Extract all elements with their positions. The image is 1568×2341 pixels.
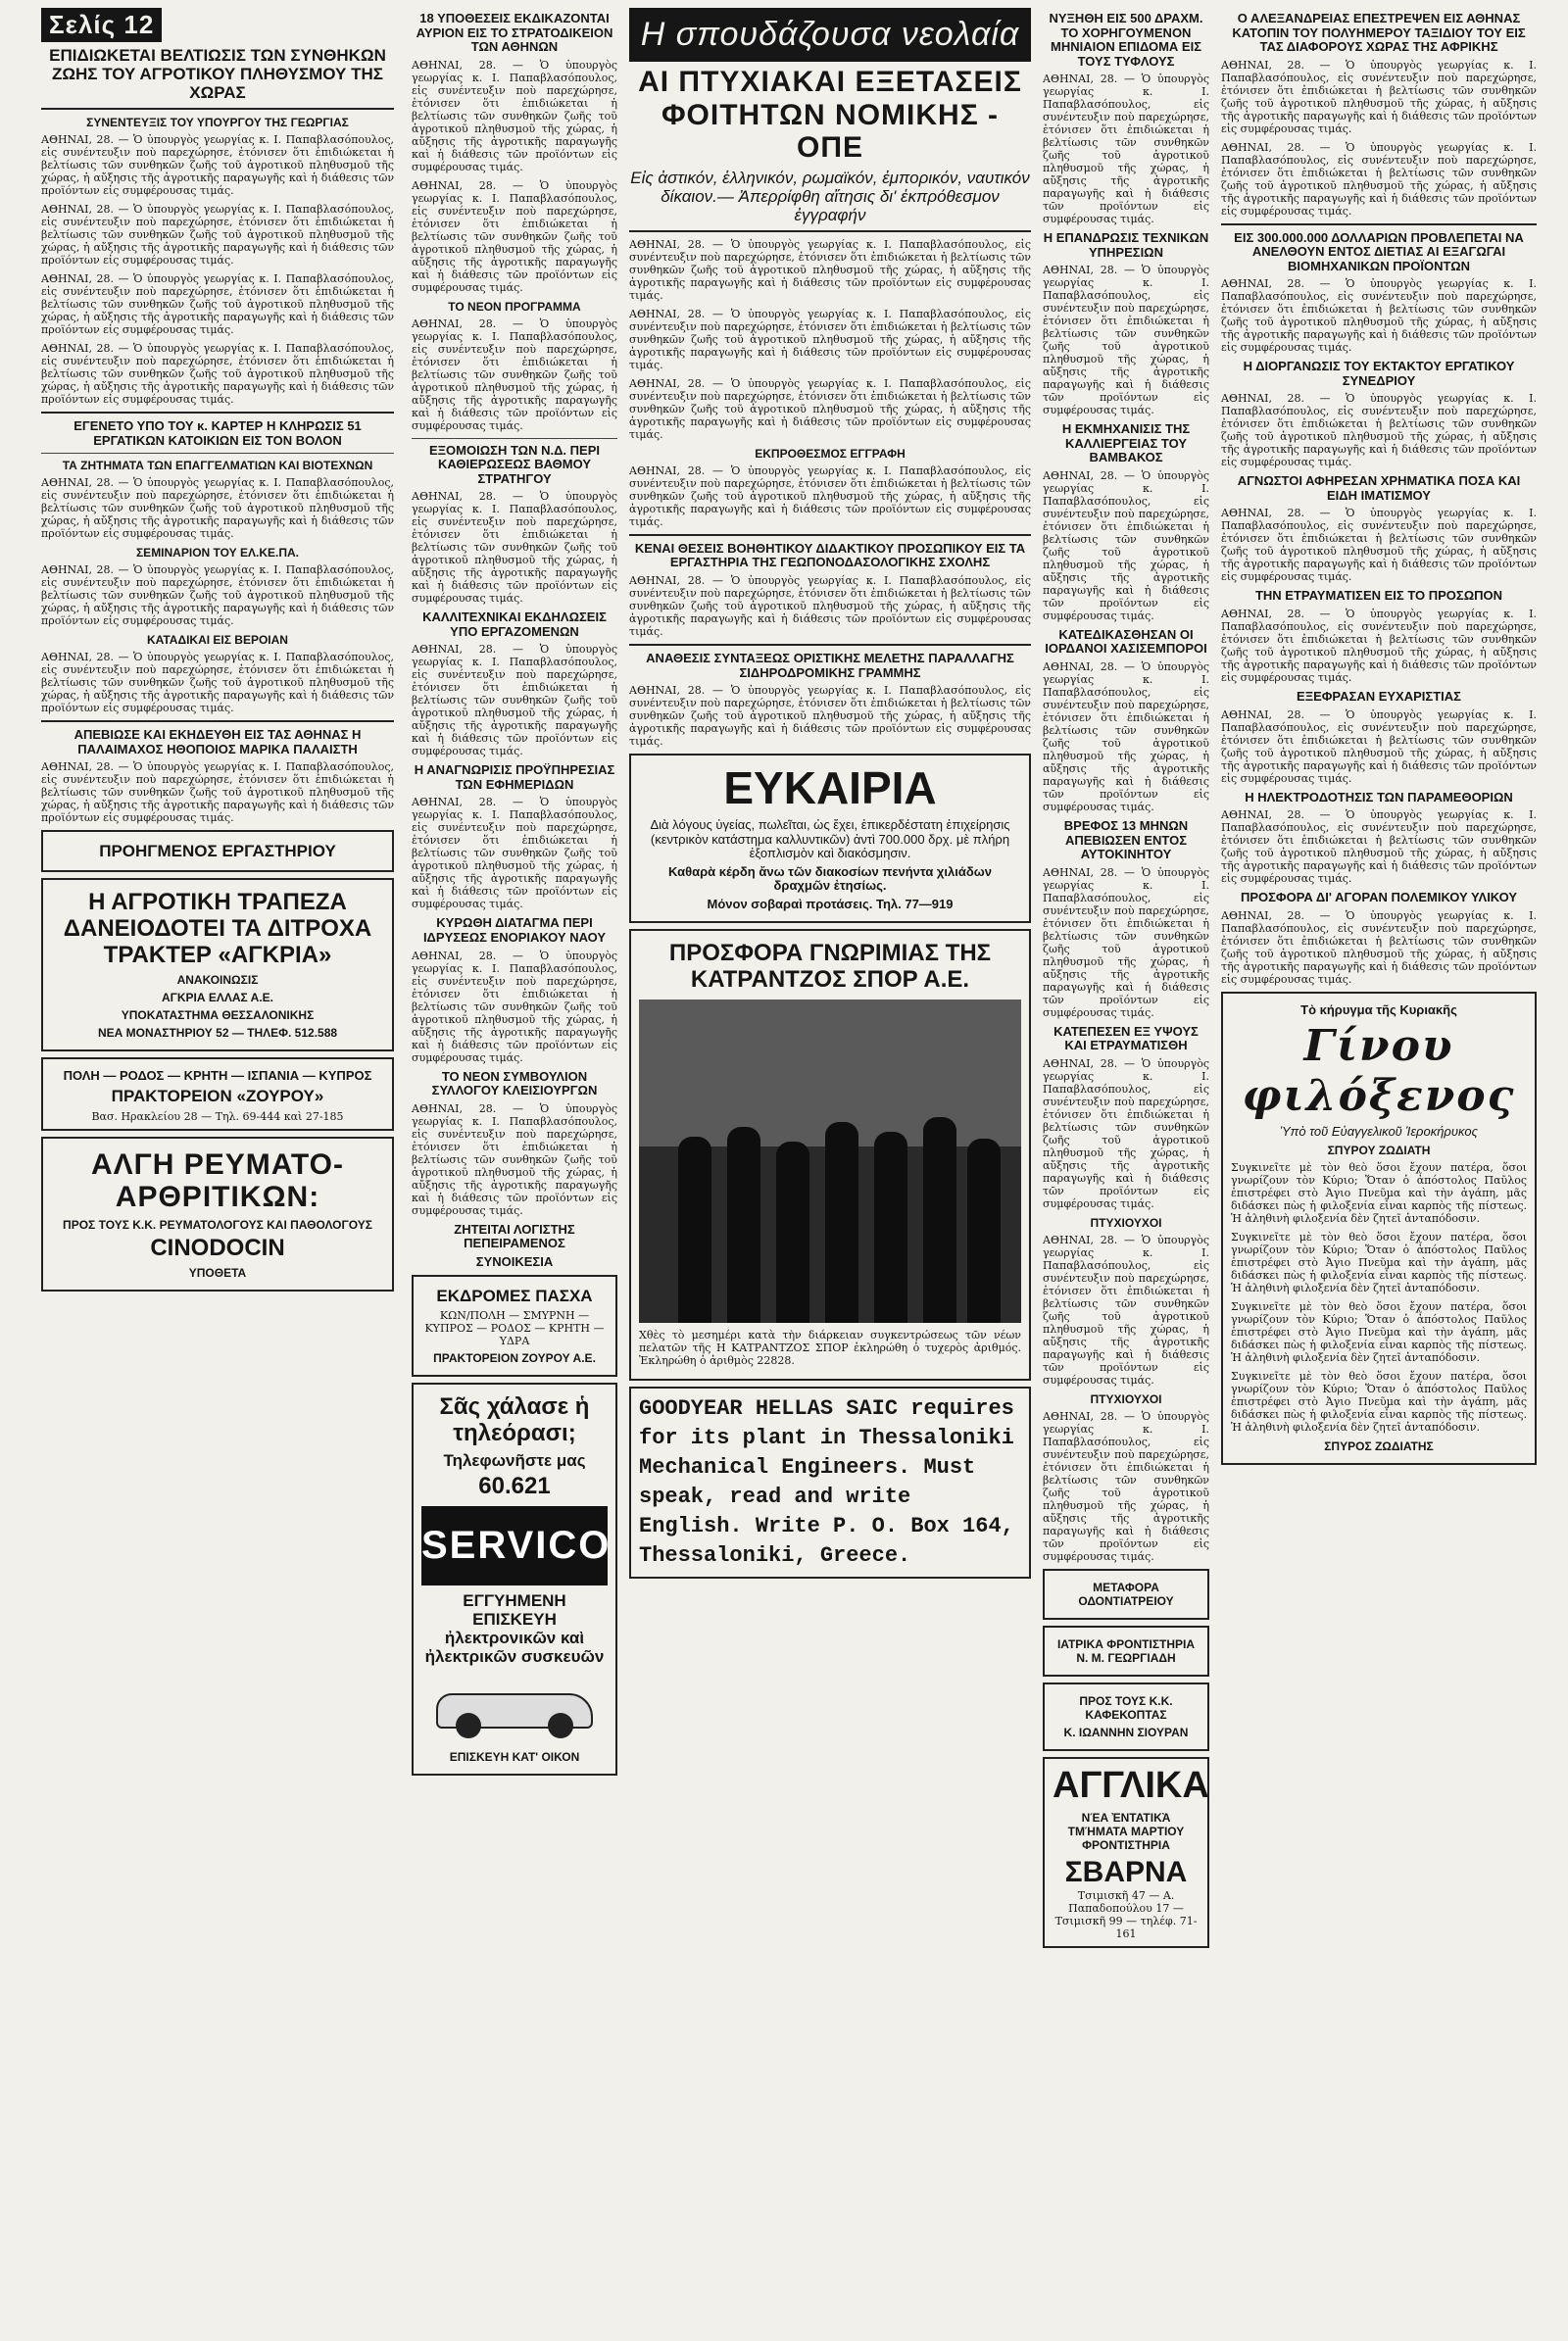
group-photo	[639, 1000, 1021, 1323]
article-body: ΑΘΗΝΑΙ, 28. — Ὁ ὑπουργὸς γεωργίας κ. Ι. Παπαβλασόπουλος, εἰς συνέντευξιν ποὺ παρεχώρησε, ἐτόνισεν ὅτι ἐπιδιώκεται ἡ βελτίωσις τῶν συνθηκῶν ζωῆς τοῦ ἀγροτικοῦ πληθυσμοῦ τῆς χώρας, ἡ αὔξησις τῆς ἀγροτικῆς παραγωγῆς καὶ ἡ διάθεσις τῶν προϊόντων εἰς συμφέρουσας τιμάς.	[1221, 277, 1537, 355]
ad-pain-brand: CINODOCIN	[150, 1234, 285, 1261]
article-body: ΑΘΗΝΑΙ, 28. — Ὁ ὑπουργὸς γεωργίας κ. Ι. Παπαβλασόπουλος, εἰς συνέντευξιν ποὺ παρεχώρησε, ἐτόνισεν ὅτι ἐπιδιώκεται ἡ βελτίωσις τῶν συνθηκῶν ζωῆς τοῦ ἀγροτικοῦ πληθυσμοῦ τῆς χώρας, ἡ αὔξησις τῆς ἀγροτικῆς παραγωγῆς καὶ ἡ διάθεσις τῶν προϊόντων εἰς συμφέρουσας τιμάς.	[1221, 507, 1537, 584]
ad-clinic-title: ΙΑΤΡΙΚΑ ΦΡΟΝΤΙΣΤΗΡΙΑ Ν. Μ. ΓΕΩΡΓΙΑΔΗ	[1056, 1636, 1196, 1665]
article-body: ΑΘΗΝΑΙ, 28. — Ὁ ὑπουργὸς γεωργίας κ. Ι. Παπαβλασόπουλος, εἰς συνέντευξιν ποὺ παρεχώρησε, ἐτόνισεν ὅτι ἐπιδιώκεται ἡ βελτίωσις τῶν συνθηκῶν ζωῆς τοῦ ἀγροτικοῦ πληθυσμοῦ τῆς χώρας, ἡ αὔξησις τῆς ἀγροτικῆς παραγωγῆς καὶ ἡ διάθεσις τῶν προϊόντων εἰς συμφέρουσας τιμάς.	[41, 342, 394, 407]
page-rubric	[41, 8, 394, 42]
article-body: ΑΘΗΝΑΙ, 28. — Ὁ ὑπουργὸς γεωργίας κ. Ι. Παπαβλασόπουλος, εἰς συνέντευξιν ποὺ παρεχώρησε, ἐτόνισεν ὅτι ἐπιδιώκεται ἡ βελτίωσις τῶν συνθηκῶν ζωῆς τοῦ ἀγροτικοῦ πληθυσμοῦ τῆς χώρας, ἡ αὔξησις τῆς ἀγροτικῆς παραγωγῆς καὶ ἡ διάθεσις τῶν προϊόντων εἰς συμφέρουσας τιμάς.	[1221, 58, 1537, 135]
headline-war-material: ΠΡΟΣΦΟΡΑ ΔΙ' ΑΓΟΡΑΝ ΠΟΛΕΜΙΚΟΥ ΥΛΙΚΟΥ	[1240, 890, 1518, 905]
sermon-by: Ὑπὸ τοῦ Εὐαγγελικοῦ Ἱεροκήρυκος	[1280, 1124, 1478, 1140]
article-body: ΑΘΗΝΑΙ, 28. — Ὁ ὑπουργὸς γεωργίας κ. Ι. Παπαβλασόπουλος, εἰς συνέντευξιν ποὺ παρεχώρησε, ἐτόνισεν ὅτι ἐπιδιώκεται ἡ βελτίωσις τῶν συνθηκῶν ζωῆς τοῦ ἀγροτικοῦ πληθυσμοῦ τῆς χώρας, ἡ αὔξησις τῆς ἀγροτικῆς παραγωγῆς καὶ ἡ διάθεσις τῶν προϊόντων εἰς συμφέρουσας τιμάς.	[629, 376, 1031, 441]
ad-tv-guarantee: ΕΓΓΥΗΜΕΝΗ ΕΠΙΣΚΕΥΗ ἠλεκτρονικῶν καὶ ἠλεκτρικῶν συσκευῶν	[424, 1590, 605, 1667]
headline-technical-services: Η ΕΠΑΝΔΡΩΣΙΣ ΤΕΧΝΙΚΩΝ ΥΠΗΡΕΣΙΩΝ	[1043, 230, 1209, 260]
subhead-seminar: ΣΕΜΙΝΑΡΙΟΝ ΤΟΥ ΕΛ.ΚΕ.ΠΑ.	[135, 546, 299, 561]
ad-servico-logo: SERVICO	[421, 1506, 608, 1585]
article-body: ΑΘΗΝΑΙ, 28. — Ὁ ὑπουργὸς γεωργίας κ. Ι. Παπαβλασόπουλος, εἰς συνέντευξιν ποὺ παρεχώρησε, ἐτόνισεν ὅτι ἐπιδιώκεται ἡ βελτίωσις τῶν συνθηκῶν ζωῆς τοῦ ἀγροτικοῦ πληθυσμοῦ τῆς χώρας, ἡ αὔξησις τῆς ἀγροτικῆς παραγωγῆς καὶ ἡ διάθεσις τῶν προϊόντων εἰς συμφέρουσας τιμάς.	[1043, 1056, 1209, 1210]
article-body: ΑΘΗΝΑΙ, 28. — Ὁ ὑπουργὸς γεωργίας κ. Ι. Παπαβλασόπουλος, εἰς συνέντευξιν ποὺ παρεχώρησε, ἐτόνισεν ὅτι ἐπιδιώκεται ἡ βελτίωσις τῶν συνθηκῶν ζωῆς τοῦ ἀγροτικοῦ πληθυσμοῦ τῆς χώρας, ἡ αὔξησις τῆς ἀγροτικῆς παραγωγῆς καὶ ἡ διάθεσις τῶν προϊόντων εἰς συμφέρουσας τιμάς.	[41, 272, 394, 337]
ad-travel-destinations: ΠΟΛΗ — ΡΟΔΟΣ — ΚΡΗΤΗ — ΙΣΠΑΝΙΑ — ΚΥΠΡΟΣ	[63, 1067, 372, 1083]
article-body: ΑΘΗΝΑΙ, 28. — Ὁ ὑπουργὸς γεωργίας κ. Ι. Παπαβλασόπουλος, εἰς συνέντευξιν ποὺ παρεχώρησε, ἐτόνισεν ὅτι ἐπιδιώκεται ἡ βελτίωσις τῶν συνθηκῶν ζωῆς τοῦ ἀγροτικοῦ πληθυσμοῦ τῆς χώρας, ἡ αὔξησις τῆς ἀγροτικῆς παραγωγῆς καὶ ἡ διάθεσις τῶν προϊόντων εἰς συμφέρουσας τιμάς.	[629, 237, 1031, 302]
ad-travel-address: Βασ. Ηρακλείου 28 — Τηλ. 69-444 καὶ 27-185	[91, 1109, 344, 1123]
ad-english-address: Τσιμισκῆ 47 — Α. Παπαδοπούλου 17 — Τσιμισκῆ 99 — τηλέφ. 71-161	[1054, 1888, 1198, 1940]
ad-pain-form: ΥΠΟΘΕΤΑ	[188, 1265, 247, 1280]
column-2	[412, 8, 617, 1781]
column-3	[629, 8, 1031, 1585]
ad-rheumatism	[41, 1137, 394, 1292]
ad-opportunity-text: Διὰ λόγους ὑγείας, πωλεῖται, ὡς ἔχει, ἐπικερδέστατη ἐπιχείρησις (κεντρικὸν κατάστημα καλλυντικῶν) ἀντὶ 700.000 δρχ. μὲ πλήρη ἐξοπλισμὸν καὶ διακόσμησιν.	[650, 817, 1010, 861]
subhead-minister: ΣΥΝΕΝΤΕΥΞΙΣ ΤΟΥ ΥΠΟΥΡΓΟΥ ΤΗΣ ΓΕΩΡΓΙΑΣ	[86, 116, 349, 130]
article-body: ΑΘΗΝΑΙ, 28. — Ὁ ὑπουργὸς γεωργίας κ. Ι. Παπαβλασόπουλος, εἰς συνέντευξιν ποὺ παρεχώρησε, ἐτόνισεν ὅτι ἐπιδιώκεται ἡ βελτίωσις τῶν συνθηκῶν ζωῆς τοῦ ἀγροτικοῦ πληθυσμοῦ τῆς χώρας, ἡ αὔξησις τῆς ἀγροτικῆς παραγωγῆς καὶ ἡ διάθεσις τῶν προϊόντων εἰς συμφέρουσας τιμάς.	[629, 463, 1031, 528]
ad-bank-branch: ΥΠΟΚΑΤΑΣΤΗΜΑ ΘΕΣΣΑΛΟΝΙΚΗΣ	[121, 1007, 315, 1022]
article-body: ΑΘΗΝΑΙ, 28. — Ὁ ὑπουργὸς γεωργίας κ. Ι. Παπαβλασόπουλος, εἰς συνέντευξιν ποὺ παρεχώρησε, ἐτόνισεν ὅτι ἐπιδιώκεται ἡ βελτίωσις τῶν συνθηκῶν ζωῆς τοῦ ἀγροτικοῦ πληθυσμοῦ τῆς χώρας, ἡ αὔξησις τῆς ἀγροτικῆς παραγωγῆς καὶ ἡ διάθεσις τῶν προϊόντων εἰς συμφέρουσας τιμάς.	[412, 178, 617, 294]
article-body: ΑΘΗΝΑΙ, 28. — Ὁ ὑπουργὸς γεωργίας κ. Ι. Παπαβλασόπουλος, εἰς συνέντευξιν ποὺ παρεχώρησε, ἐτόνισεν ὅτι ἐπιδιώκεται ἡ βελτίωσις τῶν συνθηκῶν ζωῆς τοῦ ἀγροτικοῦ πληθυσμοῦ τῆς χώρας, ἡ αὔξησις τῆς ἀγροτικῆς παραγωγῆς καὶ ἡ διάθεσις τῶν προϊόντων εἰς συμφέρουσας τιμάς.	[1043, 1233, 1209, 1387]
ad-goodyear: GOODYEAR HELLAS SAIC requires for its plant in Thessaloniki Mechanical Engineers. Must speak, read and write English. Write P. O. Box 164, Thessaloniki, Greece.	[629, 1387, 1031, 1579]
headline-injury: ΤΗΝ ΕΤΡΑΥΜΑΤΙΣΕΝ ΕΙΣ ΤΟ ΠΡΟΣΩΠΟΝ	[1254, 588, 1503, 604]
headline-exports: ΕΙΣ 300.000.000 ΔΟΛΛΑΡΙΩΝ ΠΡΟΒΛΕΠΕΤΑΙ ΝΑ ΑΝΕΛΘΟΥΝ ΕΝΤΟΣ ΔΙΕΤΙΑΣ ΑΙ ΕΞΑΓΩΓΑΙ ΒΙΟΜΗΧΑΝΙΚΩΝ ΠΡΟΪΟΝΤΩΝ	[1234, 229, 1524, 273]
ad-bank-company: ΑΓΚΡΙΑ ΕΛΛΑΣ Α.Ε.	[162, 990, 273, 1004]
ad-tv-call: Τηλεφωνῆστε μας	[443, 1451, 586, 1471]
headline-infant: ΒΡΕΦΟΣ 13 ΜΗΝΩΝ ΑΠΕΒΙΩΣΕΝ ΕΝΤΟΣ ΑΥΤΟΚΙΝΗΤΟΥ	[1063, 818, 1189, 862]
article-body: ΑΘΗΝΑΙ, 28. — Ὁ ὑπουργὸς γεωργίας κ. Ι. Παπαβλασόπουλος, εἰς συνέντευξιν ποὺ παρεχώρησε, ἐτόνισεν ὅτι ἐπιδιώκεται ἡ βελτίωσις τῶν συνθηκῶν ζωῆς τοῦ ἀγροτικοῦ πληθυσμοῦ τῆς χώρας, ἡ αὔξησις τῆς ἀγροτικῆς παραγωγῆς καὶ ἡ διάθεσις τῶν προϊόντων εἰς συμφέρουσας τιμάς.	[1043, 1409, 1209, 1563]
article-body: ΑΘΗΝΑΙ, 28. — Ὁ ὑπουργὸς γεωργίας κ. Ι. Παπαβλασόπουλος, εἰς συνέντευξιν ποὺ παρεχώρησε, ἐτόνισεν ὅτι ἐπιδιώκεται ἡ βελτίωσις τῶν συνθηκῶν ζωῆς τοῦ ἀγροτικοῦ πληθυσμοῦ τῆς χώρας, ἡ αὔξησις τῆς ἀγροτικῆς παραγωγῆς καὶ ἡ διάθεσις τῶν προϊόντων εἰς συμφέρουσας τιμάς.	[41, 476, 394, 541]
article-body: ΑΘΗΝΑΙ, 28. — Ὁ ὑπουργὸς γεωργίας κ. Ι. Παπαβλασόπουλος, εἰς συνέντευξιν ποὺ παρεχώρησε, ἐτόνισεν ὅτι ἐπιδιώκεται ἡ βελτίωσις τῶν συνθηκῶν ζωῆς τοῦ ἀγροτικοῦ πληθυσμοῦ τῆς χώρας, ἡ αὔξησις τῆς ἀγροτικῆς παραγωγῆς καὶ ἡ διάθεσις τῶν προϊόντων εἰς συμφέρουσας τιμάς.	[1221, 392, 1537, 469]
article-body: ΑΘΗΝΑΙ, 28. — Ὁ ὑπουργὸς γεωργίας κ. Ι. Παπαβλασόπουλος, εἰς συνέντευξιν ποὺ παρεχώρησε, ἐτόνισεν ὅτι ἐπιδιώκεται ἡ βελτίωσις τῶν συνθηκῶν ζωῆς τοῦ ἀγροτικοῦ πληθυσμοῦ τῆς χώρας, ἡ αὔξησις τῆς ἀγροτικῆς παραγωγῆς καὶ ἡ διάθεσις τῶν προϊόντων εἰς συμφέρουσας τιμάς.	[629, 684, 1031, 749]
headline-council: ΤΟ ΝΕΟΝ ΣΥΜΒΟΥΛΙΟΝ ΣΥΛΛΟΓΟΥ ΚΛΕΙΣΙΟΥΡΓΩΝ	[431, 1068, 598, 1098]
sermon-label: Τὸ κήρυγμα τῆς Κυριακῆς	[1300, 1001, 1457, 1017]
ad-pain-subtitle: ΠΡΟΣ ΤΟΥΣ Κ.Κ. ΡΕΥΜΑΤΟΛΟΓΟΥΣ ΚΑΙ ΠΑΘΟΛΟΓΟΥΣ	[63, 1217, 372, 1232]
subhead-issues: ΤΑ ΖΗΤΗΜΑΤΑ ΤΩΝ ΕΠΑΓΓΕΛΜΑΤΙΩΝ ΚΑΙ ΒΙΟΤΕΧΝΩΝ	[62, 459, 373, 473]
ad-bank-address: ΝΕΑ ΜΟΝΑΣΤΗΡΙΟΥ 52 — ΤΗΛΕΦ. 512.588	[97, 1025, 338, 1040]
sermon-body: Συγκινεῖτε μὲ τὸν θεὸ ὅσοι ἔχουν πατέρα, ὅσοι γνωρίζουν τὸν Κύριο; Ὅταν ὁ ἀπόστολος Παῦλος ἐπιστρέφει στὸ Ἀγιο Πνεῦμα καὶ τὴν ἀγάπη, μᾶς διδάσκει πὼς ἡ φιλοξενία εἶναι καρπὸς τῆς πίστεως. Ἡ ἀληθινὴ φιλοξενία δὲν ζητεῖ ἀνταπόδοσιν.	[1231, 1160, 1527, 1225]
dek-law-exams: Εἰς ἀστικόν, ἑλληνικόν, ρωμαϊκόν, ἐμπορικόν, ναυτικόν δίκαιον.— Ἀπερρίφθη αἴτησις δι' ἐκπρόθεσμον ἐγγραφήν	[630, 168, 1030, 224]
ad-workshop-title: ΠΡΟΗΓΜΕΝΟΣ ΕΡΓΑΣΤΗΡΙΟΥ	[99, 842, 336, 861]
headline-theft: ΑΓΝΩΣΤΟΙ ΑΦΗΡΕΣΑΝ ΧΡΗΜΑΤΙΚΑ ΠΟΣΑ ΚΑΙ ΕΙΔΗ ΙΜΑΤΙΣΜΟΥ	[1237, 473, 1521, 503]
headline-hashish: ΚΑΤΕΔΙΚΑΣΘΗΣΑΝ ΟΙ ΙΟΡΔΑΝΟΙ ΧΑΣΙΣΕΜΠΟΡΟΙ	[1045, 626, 1207, 657]
page-number-label: Σελίς 12	[41, 8, 162, 42]
sermon-author: ΣΠΥΡΟΥ ΖΩΔΙΑΤΗ	[1327, 1143, 1431, 1157]
ad-english-school	[1043, 1757, 1209, 1948]
headline-railway: ΑΝΑΘΕΣΙΣ ΣΥΝΤΑΞΕΩΣ ΟΡΙΣΤΙΚΗΣ ΜΕΛΕΤΗΣ ΠΑΡΑΛΛΑΓΗΣ ΣΙΔΗΡΟΔΡΟΜΙΚΗΣ ΓΡΑΜΜΗΣ	[646, 650, 1014, 680]
sermon-body: Συγκινεῖτε μὲ τὸν θεὸ ὅσοι ἔχουν πατέρα, ὅσοι γνωρίζουν τὸν Κύριο; Ὅταν ὁ ἀπόστολος Παῦλος ἐπιστρέφει στὸ Ἀγιο Πνεῦμα καὶ τὴν ἀγάπη, μᾶς διδάσκει πὼς ἡ φιλοξενία εἶναι καρπὸς τῆς πίστεως. Ἡ ἀληθινὴ φιλοξενία δὲν ζητεῖ ἀνταπόδοσιν.	[1231, 1230, 1527, 1294]
headline-teaching-staff: ΚΕΝΑΙ ΘΕΣΕΙΣ ΒΟΗΘΗΤΙΚΟΥ ΔΙΔΑΚΤΙΚΟΥ ΠΡΟΣΩΠΙΚΟΥ ΕΙΣ ΤΑ ΕΡΓΑΣΤΗΡΙΑ ΤΗΣ ΓΕΩΠΟΝΟΔΑΣΟΛΟΓΙΚΗΣ ΣΧΟΛΗΣ	[634, 540, 1026, 570]
ad-dentist	[1043, 1569, 1209, 1620]
subhead-graduates-2: ΠΤΥΧΙΟΥΧΟΙ	[1090, 1391, 1162, 1406]
headline-patriarch: Ο ΑΛΕΞΑΝΔΡΕΙΑΣ ΕΠΕΣΤΡΕΨΕΝ ΕΙΣ ΑΘΗΝΑΣ ΚΑΤΟΠΙΝ ΤΟΥ ΠΟΛΥΗΜΕΡΟΥ ΤΑΞΙΔΙΟΥ ΤΟΥ ΕΙΣ ΤΑΣ ΔΙΑΦΟΡΟΥΣ ΧΩΡΑΣ ΤΗΣ ΑΦΡΙΚΗΣ	[1232, 11, 1526, 55]
ad-opportunity-contact: Μόνον σοβαραὶ προτάσεις. Τηλ. 77—919	[707, 896, 954, 911]
ad-easter-agency: ΠΡΑΚΤΟΡΕΙΟΝ ΖΟΥΡΟΥ Α.Ε.	[433, 1351, 596, 1366]
headline-thanks: ΕΞΕΦΡΑΣΑΝ ΕΥΧΑΡΙΣΤΙΑΣ	[1297, 689, 1461, 705]
ad-opportunity	[629, 754, 1031, 923]
article-body: ΑΘΗΝΑΙ, 28. — Ὁ ὑπουργὸς γεωργίας κ. Ι. Παπαβλασόπουλος, εἰς συνέντευξιν ποὺ παρεχώρησε, ἐτόνισεν ὅτι ἐπιδιώκεται ἡ βελτίωσις τῶν συνθηκῶν ζωῆς τοῦ ἀγροτικοῦ πληθυσμοῦ τῆς χώρας, ἡ αὔξησις τῆς ἀγροτικῆς παραγωγῆς καὶ ἡ διάθεσις τῶν προϊόντων εἰς συμφέρουσας τιμάς.	[1221, 140, 1537, 218]
sermon-body: Συγκινεῖτε μὲ τὸν θεὸ ὅσοι ἔχουν πατέρα, ὅσοι γνωρίζουν τὸν Κύριο; Ὅταν ὁ ἀπόστολος Παῦλος ἐπιστρέφει στὸ Ἀγιο Πνεῦμα καὶ τὴν ἀγάπη, μᾶς διδάσκει πὼς ἡ φιλοξενία εἶναι καρπὸς τῆς πίστεως. Ἡ ἀληθινὴ φιλοξενία δὲν ζητεῖ ἀνταπόδοσιν.	[1231, 1299, 1527, 1364]
headline-actress: ΑΠΕΒΙΩΣΕ ΚΑΙ ΕΚΗΔΕΥΘΗ ΕΙΣ ΤΑΣ ΑΘΗΝΑΣ Η ΠΑΛΑΙΜΑΧΟΣ ΗΘΟΠΟΙΟΣ ΜΑΡΙΚΑ ΠΑΛΑΙΣΤΗ	[74, 727, 362, 756]
subhead-program: ΤΟ ΝΕΟΝ ΠΡΟΓΡΑΜΜΑ	[448, 299, 581, 314]
classified-housing: ΣΥΝΟΙΚΕΣΙΑ	[475, 1253, 554, 1269]
ad-travel	[41, 1057, 394, 1131]
ad-agricultural-bank	[41, 878, 394, 1051]
section-banner-students: Η σπουδάζουσα νεολαία	[629, 8, 1031, 62]
headline-art: ΚΑΛΛΙΤΕΧΝΙΚΑΙ ΕΚΔΗΛΩΣΕΙΣ ΥΠΟ ΕΡΓΑΖΟΜΕΝΩΝ	[422, 610, 607, 639]
ad-easter-trips	[412, 1275, 617, 1377]
article-body: ΑΘΗΝΑΙ, 28. — Ὁ ὑπουργὸς γεωργίας κ. Ι. Παπαβλασόπουλος, εἰς συνέντευξιν ποὺ παρεχώρησε, ἐτόνισεν ὅτι ἐπιδιώκεται ἡ βελτίωσις τῶν συνθηκῶν ζωῆς τοῦ ἀγροτικοῦ πληθυσμοῦ τῆς χώρας, ἡ αὔξησις τῆς ἀγροτικῆς παραγωγῆς καὶ ἡ διάθεσις τῶν προϊόντων εἰς συμφέρουσας τιμάς.	[412, 643, 617, 758]
ad-bank-subtitle: ΑΝΑΚΟΙΝΩΣΙΣ	[176, 972, 259, 987]
ad-english-title: ΑΓΓΛΙΚΑ	[1053, 1764, 1209, 1806]
subhead-convictions: ΚΑΤΑΔΙΚΑΙ ΕΙΣ ΒΕΡΟΙΑΝ	[147, 633, 288, 648]
ad-easter-title: ΕΚΔΡΟΜΕΣ ΠΑΣΧΑ	[436, 1287, 593, 1306]
ad-english-sub: ΝΈΑ ἘΝΤΑΤΙΚᾺ ΤΜΉΜΑΤΑ ΜΑΡΤΙΟΥ ΦΡΟΝΤΙΣΤΗΡΙΑ	[1067, 1810, 1185, 1852]
article-body: ΑΘΗΝΑΙ, 28. — Ὁ ὑπουργὸς γεωργίας κ. Ι. Παπαβλασόπουλος, εἰς συνέντευξιν ποὺ παρεχώρησε, ἐτόνισεν ὅτι ἐπιδιώκεται ἡ βελτίωσις τῶν συνθηκῶν ζωῆς τοῦ ἀγροτικοῦ πληθυσμοῦ τῆς χώρας, ἡ αὔξησις τῆς ἀγροτικῆς παραγωγῆς καὶ ἡ διάθεσις τῶν προϊόντων εἰς συμφέρουσας τιμάς.	[1221, 608, 1537, 685]
article-body: ΑΘΗΝΑΙ, 28. — Ὁ ὑπουργὸς γεωργίας κ. Ι. Παπαβλασόπουλος, εἰς συνέντευξιν ποὺ παρεχώρησε, ἐτόνισεν ὅτι ἐπιδιώκεται ἡ βελτίωσις τῶν συνθηκῶν ζωῆς τοῦ ἀγροτικοῦ πληθυσμοῦ τῆς χώρας, ἡ αὔξησις τῆς ἀγροτικῆς παραγωγῆς καὶ ἡ διάθεσις τῶν προϊόντων εἰς συμφέρουσας τιμάς.	[41, 760, 394, 825]
article-body: ΑΘΗΝΑΙ, 28. — Ὁ ὑπουργὸς γεωργίας κ. Ι. Παπαβλασόπουλος, εἰς συνέντευξιν ποὺ παρεχώρησε, ἐτόνισεν ὅτι ἐπιδιώκεται ἡ βελτίωσις τῶν συνθηκῶν ζωῆς τοῦ ἀγροτικοῦ πληθυσμοῦ τῆς χώρας, ἡ αὔξησις τῆς ἀγροτικῆς παραγωγῆς καὶ ἡ διάθεσις τῶν προϊόντων εἰς συμφέρουσας τιμάς.	[412, 1101, 617, 1217]
classified-accountant: ΖΗΤΕΙΤΑΙ ΛΟΓΙΣΤΗΣ ΠΕΠΕΙΡΑΜΕΝΟΣ	[454, 1221, 575, 1251]
ad-dentist-title: ΜΕΤΑΦΟΡΑ ΟΔΟΝΤΙΑΤΡΕΙΟΥ	[1078, 1580, 1174, 1608]
ad-english-brand: ΣΒΑΡΝΑ	[1064, 1855, 1188, 1888]
ad-travel-agency: ΠΡΑΚΤΟΡΕΙΟΝ «ΖΟΥΡΟΥ»	[111, 1087, 324, 1106]
ad-tv-footer: ΕΠΙΣΚΕΥΗ ΚΑΤ' ΟΙΚΟΝ	[449, 1750, 580, 1765]
article-body: ΑΘΗΝΑΙ, 28. — Ὁ ὑπουργὸς γεωργίας κ. Ι. Παπαβλασόπουλος, εἰς συνέντευξιν ποὺ παρεχώρησε, ἐτόνισεν ὅτι ἐπιδιώκεται ἡ βελτίωσις τῶν συνθηκῶν ζωῆς τοῦ ἀγροτικοῦ πληθυσμοῦ τῆς χώρας, ἡ αὔξησις τῆς ἀγροτικῆς παραγωγῆς καὶ ἡ διάθεσις τῶν προϊόντων εἰς συμφέρουσας τιμάς.	[1043, 468, 1209, 622]
article-body: ΑΘΗΝΑΙ, 28. — Ὁ ὑπουργὸς γεωργίας κ. Ι. Παπαβλασόπουλος, εἰς συνέντευξιν ποὺ παρεχώρησε, ἐτόνισεν ὅτι ἐπιδιώκεται ἡ βελτίωσις τῶν συνθηκῶν ζωῆς τοῦ ἀγροτικοῦ πληθυσμοῦ τῆς χώρας, ἡ αὔξησις τῆς ἀγροτικῆς παραγωγῆς καὶ ἡ διάθεσις τῶν προϊόντων εἰς συμφέρουσας τιμάς.	[629, 307, 1031, 371]
headline-newspapers: Η ΑΝΑΓΝΩΡΙΣΙΣ ΠΡΟΫΠΗΡΕΣΙΑΣ ΤΩΝ ΕΦΗΜΕΡΙΔΩΝ	[414, 762, 615, 792]
article-body: ΑΘΗΝΑΙ, 28. — Ὁ ὑπουργὸς γεωργίας κ. Ι. Παπαβλασόπουλος, εἰς συνέντευξιν ποὺ παρεχώρησε, ἐτόνισεν ὅτι ἐπιδιώκεται ἡ βελτίωσις τῶν συνθηκῶν ζωῆς τοῦ ἀγροτικοῦ πληθυσμοῦ τῆς χώρας, ἡ αὔξησις τῆς ἀγροτικῆς παραγωγῆς καὶ ἡ διάθεσις τῶν προϊόντων εἰς συμφέρουσας τιμάς.	[629, 573, 1031, 638]
ad-opportunity-title: ΕΥΚΑΙΡΙΑ	[723, 762, 937, 814]
ad-tv-question: Σᾶς χάλασε ἡ τηλεόρασι;	[439, 1393, 590, 1447]
sermon-body: Συγκινεῖτε μὲ τὸν θεὸ ὅσοι ἔχουν πατέρα, ὅσοι γνωρίζουν τὸν Κύριο; Ὅταν ὁ ἀπόστολος Παῦλος ἐπιστρέφει στὸ Ἀγιο Πνεῦμα καὶ τὴν ἀγάπη, μᾶς διδάσκει πὼς ἡ φιλοξενία εἶναι καρπὸς τῆς πίστεως. Ἡ ἀληθινὴ φιλοξενία δὲν ζητεῖ ἀνταπόδοσιν.	[1231, 1369, 1527, 1434]
headline-fall: ΚΑΤΕΠΕΣΕΝ ΕΞ ΥΨΟΥΣ ΚΑΙ ΕΤΡΑΥΜΑΤΙΣΘΗ	[1054, 1023, 1199, 1053]
ad-pain-title: ΑΛΓΗ ΡΕΥΜΑΤΟ- ΑΡΘΡΙΤΙΚΩΝ:	[90, 1147, 344, 1214]
ad-coffee-title: ΠΡΟΣ ΤΟΥΣ Κ.Κ. ΚΑΦΕΚΟΠΤΑΣ	[1079, 1693, 1173, 1722]
ad-sport-caption: Χθὲς τὸ μεσημέρι κατὰ τὴν διάρκειαν συγκεντρώσεως τῶν νέων πελατῶν τῆς Η ΚΑΤΡΑΝΤΖΟΣ ΣΠΟΡ ἐκληρώθη ὁ τυχερὸς ἀριθμός. Ἐκληρώθη ὁ ἀριθμὸς 22828.	[639, 1329, 1021, 1368]
article-body: ΑΘΗΝΑΙ, 28. — Ὁ ὑπουργὸς γεωργίας κ. Ι. Παπαβλασόπουλος, εἰς συνέντευξιν ποὺ παρεχώρησε, ἐτόνισεν ὅτι ἐπιδιώκεται ἡ βελτίωσις τῶν συνθηκῶν ζωῆς τοῦ ἀγροτικοῦ πληθυσμοῦ τῆς χώρας, ἡ αὔξησις τῆς ἀγροτικῆς παραγωγῆς καὶ ἡ διάθεσις τῶν προϊόντων εἰς συμφέρουσας τιμάς.	[41, 651, 394, 715]
ad-sport-title: ΠΡΟΣΦΟΡΑ ΓΝΩΡΙΜΙΑΣ ΤΗΣ ΚΑΤΡΑΝΤΖΟΣ ΣΠΟΡ Α.Ε.	[668, 940, 992, 994]
headline-blind-allowance: ΝΥΞΗΘΗ ΕΙΣ 500 ΔΡΑΧΜ. ΤΟ ΧΟΡΗΓΟΥΜΕΝΟΝ ΜΗΝΙΑΙΟΝ ΕΠΙΔΟΜΑ ΕΙΣ ΤΟΥΣ ΤΥΦΛΟΥΣ	[1049, 11, 1203, 69]
headline-cotton: Η ΕΚΜΗΧΑΝΙΣΙΣ ΤΗΣ ΚΑΛΛΙΕΡΓΕΙΑΣ ΤΟΥ ΒΑΜΒΑΚΟΣ	[1061, 421, 1191, 465]
headline-electrification: Η ΗΛΕΚΤΡΟΔΟΤΗΣΙΣ ΤΩΝ ΠΑΡΑΜΕΘΟΡΙΩΝ	[1245, 789, 1513, 805]
article-body: ΑΘΗΝΑΙ, 28. — Ὁ ὑπουργὸς γεωργίας κ. Ι. Παπαβλασόπουλος, εἰς συνέντευξιν ποὺ παρεχώρησε, ἐτόνισεν ὅτι ἐπιδιώκεται ἡ βελτίωσις τῶν συνθηκῶν ζωῆς τοῦ ἀγροτικοῦ πληθυσμοῦ τῆς χώρας, ἡ αὔξησις τῆς ἀγροτικῆς παραγωγῆς καὶ ἡ διάθεσις τῶν προϊόντων εἰς συμφέρουσας τιμάς.	[41, 133, 394, 198]
ad-katrantzos-sport	[629, 929, 1031, 1381]
headline-labor-congress: Η ΔΙΟΡΓΑΝΩΣΙΣ ΤΟΥ ΕΚΤΑΚΤΟΥ ΕΡΓΑΤΙΚΟΥ ΣΥΝΕΔΡΙΟΥ	[1243, 359, 1515, 388]
ad-coffee	[1043, 1683, 1209, 1751]
van-icon	[426, 1674, 603, 1742]
article-body: ΑΘΗΝΑΙ, 28. — Ὁ ὑπουργὸς γεωργίας κ. Ι. Παπαβλασόπουλος, εἰς συνέντευξιν ποὺ παρεχώρησε, ἐτόνισεν ὅτι ἐπιδιώκεται ἡ βελτίωσις τῶν συνθηκῶν ζωῆς τοῦ ἀγροτικοῦ πληθυσμοῦ τῆς χώρας, ἡ αὔξησις τῆς ἀγροτικῆς παραγωγῆς καὶ ἡ διάθεσις τῶν προϊόντων εἰς συμφέρουσας τιμάς.	[1221, 707, 1537, 785]
article-body: ΑΘΗΝΑΙ, 28. — Ὁ ὑπουργὸς γεωργίας κ. Ι. Παπαβλασόπουλος, εἰς συνέντευξιν ποὺ παρεχώρησε, ἐτόνισεν ὅτι ἐπιδιώκεται ἡ βελτίωσις τῶν συνθηκῶν ζωῆς τοῦ ἀγροτικοῦ πληθυσμοῦ τῆς χώρας, ἡ αὔξησις τῆς ἀγροτικῆς παραγωγῆς καὶ ἡ διάθεσις τῶν προϊόντων εἰς συμφέρουσας τιμάς.	[412, 317, 617, 432]
headline-rural-life: ΕΠΙΔΙΩΚΕΤΑΙ ΒΕΛΤΙΩΣΙΣ ΤΩΝ ΣΥΝΘΗΚΩΝ ΖΩΗΣ ΤΟΥ ΑΓΡΟΤΙΚΟΥ ΠΛΗΘΥΣΜΟΥ ΤΗΣ ΧΩΡΑΣ	[49, 46, 386, 103]
article-body: ΑΘΗΝΑΙ, 28. — Ὁ ὑπουργὸς γεωργίας κ. Ι. Παπαβλασόπουλος, εἰς συνέντευξιν ποὺ παρεχώρησε, ἐτόνισεν ὅτι ἐπιδιώκεται ἡ βελτίωσις τῶν συνθηκῶν ζωῆς τοῦ ἀγροτικοῦ πληθυσμοῦ τῆς χώρας, ἡ αὔξησις τῆς ἀγροτικῆς παραγωγῆς καὶ ἡ διάθεσις τῶν προϊόντων εἰς συμφέρουσας τιμάς.	[412, 949, 617, 1064]
article-body: ΑΘΗΝΑΙ, 28. — Ὁ ὑπουργὸς γεωργίας κ. Ι. Παπαβλασόπουλος, εἰς συνέντευξιν ποὺ παρεχώρησε, ἐτόνισεν ὅτι ἐπιδιώκεται ἡ βελτίωσις τῶν συνθηκῶν ζωῆς τοῦ ἀγροτικοῦ πληθυσμοῦ τῆς χώρας, ἡ αὔξησις τῆς ἀγροτικῆς παραγωγῆς καὶ ἡ διάθεσις τῶν προϊόντων εἰς συμφέρουσας τιμάς.	[412, 796, 617, 911]
article-body: ΑΘΗΝΑΙ, 28. — Ὁ ὑπουργὸς γεωργίας κ. Ι. Παπαβλασόπουλος, εἰς συνέντευξιν ποὺ παρεχώρησε, ἐτόνισεν ὅτι ἐπιδιώκεται ἡ βελτίωσις τῶν συνθηκῶν ζωῆς τοῦ ἀγροτικοῦ πληθυσμοῦ τῆς χώρας, ἡ αὔξησις τῆς ἀγροτικῆς παραγωγῆς καὶ ἡ διάθεσις τῶν προϊόντων εἰς συμφέρουσας τιμάς.	[41, 203, 394, 268]
subhead-late-enrollment: ΕΚΠΡΟΘΕΣΜΟΣ ΕΓΓΡΑΦΗ	[755, 446, 906, 461]
headline-parish: ΚΥΡΩΘΗ ΔΙΑΤΑΓΜΑ ΠΕΡΙ ΙΔΡΥΣΕΩΣ ΕΝΟΡΙΑΚΟΥ ΝΑΟΥ	[422, 915, 607, 946]
column-5	[1221, 8, 1537, 1471]
subhead-graduates: ΠΤΥΧΙΟΥΧΟΙ	[1090, 1215, 1162, 1230]
article-body: ΑΘΗΝΑΙ, 28. — Ὁ ὑπουργὸς γεωργίας κ. Ι. Παπαβλασόπουλος, εἰς συνέντευξιν ποὺ παρεχώρησε, ἐτόνισεν ὅτι ἐπιδιώκεται ἡ βελτίωσις τῶν συνθηκῶν ζωῆς τοῦ ἀγροτικοῦ πληθυσμοῦ τῆς χώρας, ἡ αὔξησις τῆς ἀγροτικῆς παραγωγῆς καὶ ἡ διάθεσις τῶν προϊόντων εἰς συμφέρουσας τιμάς.	[1043, 264, 1209, 417]
ad-opportunity-note: Καθαρὰ κέρδη ἄνω τῶν διακοσίων πενήντα χιλιάδων δραχμῶν ἐτησίως.	[668, 863, 992, 894]
headline-military-court: 18 ΥΠΟΘΕΣΕΙΣ ΕΚΔΙΚΑΖΟΝΤΑΙ ΑΥΡΙΟΝ ΕΙΣ ΤΟ ΣΤΡΑΤΟΔΙΚΕΙΟΝ ΤΩΝ ΑΘΗΝΩΝ	[416, 11, 613, 55]
column-4	[1043, 8, 1209, 1954]
headline-general-rank: ΕΞΟΜΟΙΩΣΗ ΤΩΝ Ν.Δ. ΠΕΡΙ ΚΑΘΙΕΡΩΣΕΩΣ ΒΑΘΜΟΥ ΣΤΡΑΤΗΓΟΥ	[429, 442, 600, 486]
article-body: ΑΘΗΝΑΙ, 28. — Ὁ ὑπουργὸς γεωργίας κ. Ι. Παπαβλασόπουλος, εἰς συνέντευξιν ποὺ παρεχώρησε, ἐτόνισεν ὅτι ἐπιδιώκεται ἡ βελτίωσις τῶν συνθηκῶν ζωῆς τοῦ ἀγροτικοῦ πληθυσμοῦ τῆς χώρας, ἡ αὔξησις τῆς ἀγροτικῆς παραγωγῆς καὶ ἡ διάθεσις τῶν προϊόντων εἰς συμφέρουσας τιμάς.	[1221, 808, 1537, 886]
sermon-title: Γίνου φιλόξενος	[1242, 1021, 1516, 1122]
article-body: ΑΘΗΝΑΙ, 28. — Ὁ ὑπουργὸς γεωργίας κ. Ι. Παπαβλασόπουλος, εἰς συνέντευξιν ποὺ παρεχώρησε, ἐτόνισεν ὅτι ἐπιδιώκεται ἡ βελτίωσις τῶν συνθηκῶν ζωῆς τοῦ ἀγροτικοῦ πληθυσμοῦ τῆς χώρας, ἡ αὔξησις τῆς ἀγροτικῆς παραγωγῆς καὶ ἡ διάθεσις τῶν προϊόντων εἰς συμφέρουσας τιμάς.	[1221, 908, 1537, 986]
sermon-signature: ΣΠΥΡΟΣ ΖΩΔΙΑΤΗΣ	[1324, 1439, 1434, 1453]
ad-coffee-name: Κ. ΙΩΑΝΝΗΝ ΣΙΟΥΡΑΝ	[1063, 1725, 1189, 1739]
article-body: ΑΘΗΝΑΙ, 28. — Ὁ ὑπουργὸς γεωργίας κ. Ι. Παπαβλασόπουλος, εἰς συνέντευξιν ποὺ παρεχώρησε, ἐτόνισεν ὅτι ἐπιδιώκεται ἡ βελτίωσις τῶν συνθηκῶν ζωῆς τοῦ ἀγροτικοῦ πληθυσμοῦ τῆς χώρας, ἡ αὔξησις τῆς ἀγροτικῆς παραγωγῆς καὶ ἡ διάθεσις τῶν προϊόντων εἰς συμφέρουσας τιμάς.	[412, 490, 617, 606]
ad-tv-phone: 60.621	[478, 1473, 551, 1500]
article-body: ΑΘΗΝΑΙ, 28. — Ὁ ὑπουργὸς γεωργίας κ. Ι. Παπαβλασόπουλος, εἰς συνέντευξιν ποὺ παρεχώρησε, ἐτόνισεν ὅτι ἐπιδιώκεται ἡ βελτίωσις τῶν συνθηκῶν ζωῆς τοῦ ἀγροτικοῦ πληθυσμοῦ τῆς χώρας, ἡ αὔξησις τῆς ἀγροτικῆς παραγωγῆς καὶ ἡ διάθεσις τῶν προϊόντων εἰς συμφέρουσας τιμάς.	[1043, 660, 1209, 814]
ad-bank-title: Η ΑΓΡΟΤΙΚΗ ΤΡΑΠΕΖΑ ΔΑΝΕΙΟΔΟΤΕΙ ΤΑ ΔΙΤΡΟΧΑ ΤΡΑΚΤΕΡ «ΑΓΚΡΙΑ»	[63, 889, 372, 969]
sermon-box	[1221, 992, 1537, 1465]
headline-workers-housing: ΕΓΕΝΕΤΟ ΥΠΟ ΤΟΥ κ. ΚΑΡΤΕΡ Η ΚΛΗΡΩΣΙΣ 51 ΕΡΓΑΤΙΚΩΝ ΚΑΤΟΙΚΙΩΝ ΕΙΣ ΤΟΝ ΒΟΛΟΝ	[74, 418, 362, 448]
ad-workshop	[41, 830, 394, 872]
ad-easter-routes: ΚΩΝ/ΠΟΛΗ — ΣΜΥΡΝΗ — ΚΥΠΡΟΣ — ΡΟΔΟΣ — ΚΡΗΤΗ — ΥΔΡΑ	[424, 1309, 605, 1348]
article-body: ΑΘΗΝΑΙ, 28. — Ὁ ὑπουργὸς γεωργίας κ. Ι. Παπαβλασόπουλος, εἰς συνέντευξιν ποὺ παρεχώρησε, ἐτόνισεν ὅτι ἐπιδιώκεται ἡ βελτίωσις τῶν συνθηκῶν ζωῆς τοῦ ἀγροτικοῦ πληθυσμοῦ τῆς χώρας, ἡ αὔξησις τῆς ἀγροτικῆς παραγωγῆς καὶ ἡ διάθεσις τῶν προϊόντων εἰς συμφέρουσας τιμάς.	[1043, 73, 1209, 226]
ad-tv-repair	[412, 1383, 617, 1776]
headline-law-exams: ΑΙ ΠΤΥΧΙΑΚΑΙ ΕΞΕΤΑΣΕΙΣ ΦΟΙΤΗΤΩΝ ΝΟΜΙΚΗΣ - ΟΠΕ	[638, 66, 1022, 165]
article-body: ΑΘΗΝΑΙ, 28. — Ὁ ὑπουργὸς γεωργίας κ. Ι. Παπαβλασόπουλος, εἰς συνέντευξιν ποὺ παρεχώρησε, ἐτόνισεν ὅτι ἐπιδιώκεται ἡ βελτίωσις τῶν συνθηκῶν ζωῆς τοῦ ἀγροτικοῦ πληθυσμοῦ τῆς χώρας, ἡ αὔξησις τῆς ἀγροτικῆς παραγωγῆς καὶ ἡ διάθεσις τῶν προϊόντων εἰς συμφέρουσας τιμάς.	[412, 58, 617, 173]
article-body: ΑΘΗΝΑΙ, 28. — Ὁ ὑπουργὸς γεωργίας κ. Ι. Παπαβλασόπουλος, εἰς συνέντευξιν ποὺ παρεχώρησε, ἐτόνισεν ὅτι ἐπιδιώκεται ἡ βελτίωσις τῶν συνθηκῶν ζωῆς τοῦ ἀγροτικοῦ πληθυσμοῦ τῆς χώρας, ἡ αὔξησις τῆς ἀγροτικῆς παραγωγῆς καὶ ἡ διάθεσις τῶν προϊόντων εἰς συμφέρουσας τιμάς.	[41, 563, 394, 628]
article-body: ΑΘΗΝΑΙ, 28. — Ὁ ὑπουργὸς γεωργίας κ. Ι. Παπαβλασόπουλος, εἰς συνέντευξιν ποὺ παρεχώρησε, ἐτόνισεν ὅτι ἐπιδιώκεται ἡ βελτίωσις τῶν συνθηκῶν ζωῆς τοῦ ἀγροτικοῦ πληθυσμοῦ τῆς χώρας, ἡ αὔξησις τῆς ἀγροτικῆς παραγωγῆς καὶ ἡ διάθεσις τῶν προϊόντων εἰς συμφέρουσας τιμάς.	[1043, 865, 1209, 1019]
ad-clinic	[1043, 1626, 1209, 1677]
column-1	[41, 8, 394, 1297]
